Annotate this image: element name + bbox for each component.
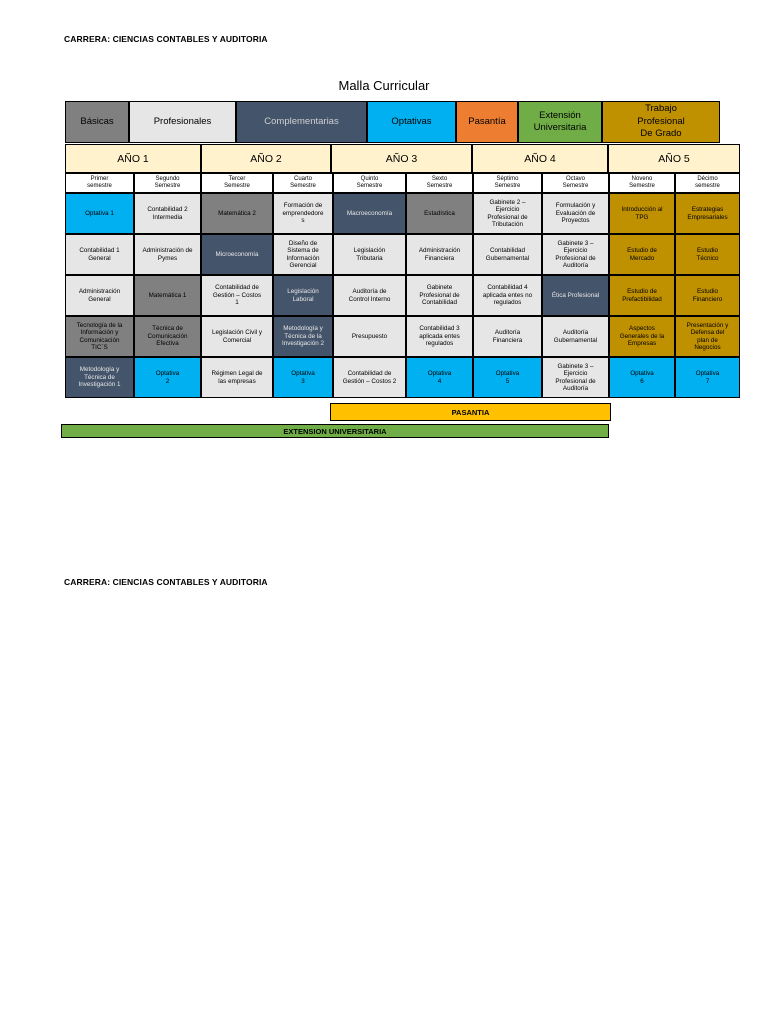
course-optativa-6: Optativa 6 [609, 357, 675, 398]
document-title: Malla Curricular [338, 78, 430, 93]
year-header-2: AÑO 2 [201, 144, 331, 173]
legend-row [65, 101, 742, 143]
course-formulacion-y-evaluacion-de-proyectos: Formulación y Evaluación de Proyectos [542, 193, 609, 234]
course-contabilidad-4-aplicada-entes-no-regulados: Contabilidad 4 aplicada entes no regulados [473, 275, 542, 316]
course-estudio-de-mercado: Estudio de Mercado [609, 234, 675, 275]
semester-header-8: Octavo Semestre [542, 173, 609, 193]
course-metodologia-y-tecnica-de-investigacion-1: Metodología y Técnica de Investigación 1 [65, 357, 134, 398]
course-microeconomia: Microeconomía [201, 234, 273, 275]
course-administracion-de-pymes: Administración de Pymes [134, 234, 201, 275]
legend-tpg: Trabajo Profesional De Grado [602, 101, 720, 143]
semester-header-5: Quinto Semestre [333, 173, 406, 193]
course-row-3 [65, 275, 742, 316]
legend-extension: Extensión Universitaria [518, 101, 602, 143]
course-contabilidad-gubernamental: Contabilidad Gubernamental [473, 234, 542, 275]
course-contabilidad-3-aplicada-entes-regulados: Contabilidad 3 aplicada entes regulados [406, 316, 473, 357]
course-contabilidad-1-general: Contabilidad 1 General [65, 234, 134, 275]
course-matematica-2: Matemática 2 [201, 193, 273, 234]
course-optativa-1: Optativa 1 [65, 193, 134, 234]
course-macroeconomia: Macroeconomía [333, 193, 406, 234]
course-gabinete-3-ejercicio-profesional-de-auditoria: Gabinete 3 – Ejercicio Profesional de Auditoría [542, 234, 609, 275]
course-tecnica-de-comunicacion-efectiva: Técnica de Comunicación Efectiva [134, 316, 201, 357]
course-row-2 [65, 234, 742, 275]
course-estudio-tecnico: Estudio Técnico [675, 234, 740, 275]
course-optativa-7: Optativa 7 [675, 357, 740, 398]
course-auditoria-financiera: Auditoría Financiera [473, 316, 542, 357]
course-administracion-financiera: Administración Financiera [406, 234, 473, 275]
semester-header-1: Primer semestre [65, 173, 134, 193]
course-optativa-3: Optativa 3 [273, 357, 333, 398]
semester-header-6: Sexto Semestre [406, 173, 473, 193]
curriculum-grid [65, 101, 742, 398]
career-heading-top: CARRERA: CIENCIAS CONTABLES Y AUDITORIA [64, 34, 268, 44]
course-gabinete-2-ejercicio-profesional-de-tributacion: Gabinete 2 – Ejercicio Profesional de Tributación [473, 193, 542, 234]
course-estudio-de-prefactibilidad: Estudio de Prefactibilidad [609, 275, 675, 316]
course-presupuesto: Presupuesto [333, 316, 406, 357]
course-estudio-financiero: Estudio Financiero [675, 275, 740, 316]
course-auditoria-gubernamental: Auditoría Gubernamental [542, 316, 609, 357]
legend-pasantia: Pasantía [456, 101, 518, 143]
semester-header-7: Séptimo Semestre [473, 173, 542, 193]
semester-row [65, 173, 742, 193]
semester-header-10: Décimo semestre [675, 173, 740, 193]
course-rows [65, 193, 742, 398]
course-tecnologia-de-la-informacion-y-comunicacion-tic-s: Tecnología de la Información y Comunicación TIC´S [65, 316, 134, 357]
course-contabilidad-de-gestion-costos-2: Contabilidad de Gestión – Costos 2 [333, 357, 406, 398]
course-optativa-5: Optativa 5 [473, 357, 542, 398]
course-diseno-de-sistema-de-informacion-gerencial: Diseño de Sistema de Información Gerencial [273, 234, 333, 275]
course-estadistica: Estadística [406, 193, 473, 234]
course-row-1 [65, 193, 742, 234]
legend-basicas: Básicas [65, 101, 129, 143]
course-contabilidad-2-intermedia: Contabilidad 2 Intermedia [134, 193, 201, 234]
course-estrategias-empresariales: Estrategias Empresariales [675, 193, 740, 234]
year-header-4: AÑO 4 [472, 144, 608, 173]
year-row [65, 144, 742, 173]
course-auditoria-de-control-interno: Auditoría de Control Interno [333, 275, 406, 316]
pasantia-bar: PASANTIA [330, 403, 611, 421]
legend-profesionales: Profesionales [129, 101, 236, 143]
course-presentacion-y-defensa-del-plan-de-negocios: Presentación y Defensa del plan de Negocios [675, 316, 740, 357]
course-regimen-legal-de-las-empresas: Régimen Legal de las empresas [201, 357, 273, 398]
course-row-4 [65, 316, 742, 357]
course-matematica-1: Matemática 1 [134, 275, 201, 316]
extension-universitaria-bar: EXTENSION UNIVERSITARIA [61, 424, 609, 438]
year-header-5: AÑO 5 [608, 144, 740, 173]
course-row-5 [65, 357, 742, 398]
semester-header-4: Cuarto Semestre [273, 173, 333, 193]
course-introduccion-al-tpg: Introducción al TPG [609, 193, 675, 234]
course-legislacion-civil-y-comercial: Legislación Civil y Comercial [201, 316, 273, 357]
course-gabinete-3-ejercicio-profesional-de-auditoria: Gabinete 3 – Ejercicio Profesional de Auditoría [542, 357, 609, 398]
legend-complementarias: Complementarias [236, 101, 367, 143]
course-metodologia-y-tecnica-de-la-investigacion-2: Metodología y Técnica de la Investigación 2 [273, 316, 333, 357]
semester-header-9: Noveno Semestre [609, 173, 675, 193]
career-heading-bottom: CARRERA: CIENCIAS CONTABLES Y AUDITORIA [64, 577, 268, 587]
course-etica-profesional: Ética Profesional [542, 275, 609, 316]
course-optativa-4: Optativa 4 [406, 357, 473, 398]
course-aspectos-generales-de-la-empresas: Aspectos Generales de la Empresas [609, 316, 675, 357]
legend-optativas: Optativas [367, 101, 456, 143]
course-contabilidad-de-gestion-costos-1: Contabilidad de Gestión – Costos 1 [201, 275, 273, 316]
course-legislacion-laboral: Legislación Laboral [273, 275, 333, 316]
course-gabinete-profesional-de-contabilidad: Gabinete Profesional de Contabilidad [406, 275, 473, 316]
course-administracion-general: Administración General [65, 275, 134, 316]
year-header-1: AÑO 1 [65, 144, 201, 173]
semester-header-2: Segundo Semestre [134, 173, 201, 193]
semester-header-3: Tercer Semestre [201, 173, 273, 193]
course-legislacion-tributaria: Legislación Tributaria [333, 234, 406, 275]
course-optativa-2: Optativa 2 [134, 357, 201, 398]
course-formacion-de-emprendedore-s: Formación de emprendedore s [273, 193, 333, 234]
year-header-3: AÑO 3 [331, 144, 472, 173]
